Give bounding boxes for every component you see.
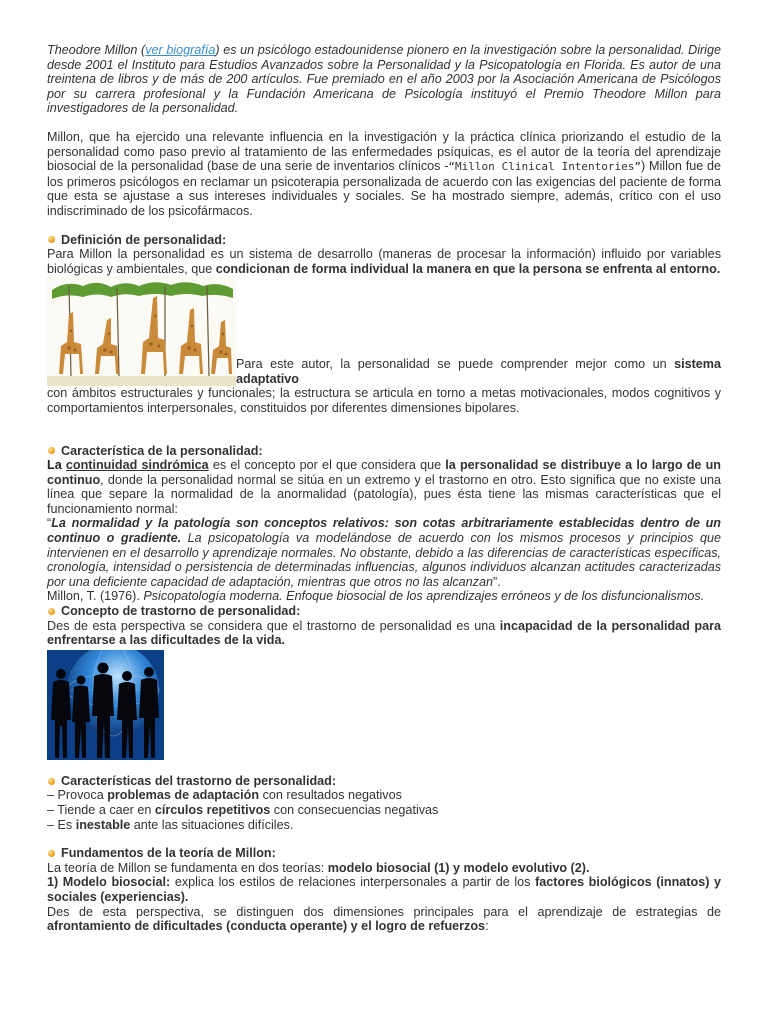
business-people-image	[47, 650, 164, 760]
list-text: ante las situaciones difíciles.	[130, 817, 294, 832]
fundamentos-line-1	[47, 861, 721, 876]
list-item	[47, 803, 721, 818]
heading-text: Característica de la personalidad:	[61, 443, 263, 458]
fundamentos-text: explica los estilos de relaciones interpersonales a partir de los	[170, 875, 536, 890]
intro-paragraph-2	[47, 130, 721, 219]
quote-close: ”.	[492, 574, 501, 589]
reference-paragraph	[47, 589, 721, 604]
concepto-paragraph	[47, 619, 721, 648]
bullet-icon	[48, 447, 55, 454]
bullet-icon	[48, 236, 55, 243]
bullet-icon	[48, 850, 55, 857]
fundamentos-bold: afrontamiento de dificultades (conducta operante) y el logro de refuerzos	[47, 919, 486, 934]
giraffe-row	[47, 276, 721, 386]
list-bold: problemas de adaptación	[107, 788, 260, 803]
list-text: con resultados negativos	[259, 788, 402, 803]
quote-paragraph	[47, 516, 721, 589]
heading-text: Características del trastorno de personalidad:	[61, 773, 337, 788]
fundamentos-bold: modelo biosocial (1) y modelo evolutivo (2).	[327, 860, 590, 875]
fundamentos-line-2	[47, 875, 721, 904]
sistema-adaptativo-bold: sistema adaptativo	[236, 357, 721, 386]
list-bold: círculos repetitivos	[154, 803, 271, 817]
concepto-bold: incapacidad de la personalidad para enfrentarse a las dificultades de la vida.	[47, 618, 721, 648]
after-image-text: Para este autor, la personalidad se puede comprender mejor como un	[236, 357, 675, 372]
section-heading-fundamentos	[47, 846, 721, 861]
list-text: con consecuencias negativas	[270, 803, 439, 817]
list-item	[47, 818, 721, 833]
document-page	[47, 43, 721, 934]
giraffes-image	[47, 276, 236, 386]
modelo-biosocial-label: 1) Modelo biosocial:	[47, 875, 171, 890]
list-bold: inestable	[75, 817, 131, 832]
fundamentos-text: Des de esta perspectiva, se distinguen dos dimensiones principales para el aprendizaje de estrategias de	[47, 904, 721, 919]
continuidad-underlined: continuidad sindrómica	[65, 458, 209, 473]
concepto-text: Des de esta perspectiva se considera que el trastorno de personalidad es una	[47, 618, 500, 633]
definicion-paragraph-cont	[47, 386, 721, 415]
quote-text: La psicopatología va modelándose de acuerdo con los mismos procesos y principios que intervienen en el desarrollo y aprendizaje normales. No obstante, debido a las diferencias de características específicas, cronología, intensidad o persistencia de determinadas influencias, algunos individuos alcanzan actitudes caracterizadas por una deficiente capacidad de adaptación, mientras que otros no las alcanzan	[47, 531, 721, 589]
inventory-name: “Millon Clinical Intentories”	[448, 160, 642, 174]
list-item	[47, 788, 721, 803]
quote-open: “	[47, 516, 52, 531]
text: es el concepto por el que considera que	[208, 458, 446, 473]
fundamentos-bold: factores biológicos (innatos) y sociales (experiencias).	[47, 875, 721, 904]
text: , donde la personalidad normal se sitúa en un extremo y el trastorno en otro. Esto significa que no existe una línea que separe la normalidad de la anormalidad (patología), pues ésta tiene las mismas características que el funcionamiento normal:	[47, 472, 721, 516]
reference-author: Millon, T. (1976).	[47, 589, 144, 604]
list-text: – Es	[47, 817, 76, 832]
bullet-icon	[48, 608, 55, 615]
fundamentos-text: La teoría de Millon se fundamenta en dos teorías:	[47, 860, 328, 875]
sistema-adaptativo-line	[236, 357, 721, 386]
intro2-text-cont: ) Millon fue de los primeros psicólogos en reclamar un psicoterapia personalizada de acuerdo con las exigencias del paciente de forma que esta se ajustase a sus intereses individuales y sociales. Se ha mostrado siempre, además, crítico con el uso indiscriminado de los psicofármacos.	[47, 159, 721, 218]
bullet-icon	[48, 778, 55, 785]
section-heading-caracteristicas-trastorno	[47, 774, 721, 789]
text: La	[47, 458, 66, 473]
list-text: – Tiende a caer en	[47, 803, 155, 817]
definicion-text: Para Millon la personalidad es un sistema de desarrollo (maneras de procesar la información) influido por variables biológicas y ambientales, que	[47, 247, 721, 276]
heading-text: Definición de personalidad:	[61, 232, 227, 247]
caracteristica-paragraph	[47, 458, 721, 516]
section-heading-caracteristica	[47, 444, 721, 459]
section-heading-concepto	[47, 604, 721, 619]
intro-text-cont: ) es un psicólogo estadounidense pionero en la investigación sobre la personalidad. Dirige desde 2001 el Instituto para Estudios Avanzados sobre la Personalidad y la Psicopatología en Florida. Es autor de una treintena de libros y de más de 200 artículos. Fue premiado en el año 2003 por la Asociación Americana de Psicólogos por su carrera profesional y la Fundación Americana de Psicología instituyó el Premio Theodore Millon para investigadores de la personalidad.	[47, 43, 721, 116]
section-heading-definicion	[47, 233, 721, 248]
list-text: – Provoca	[47, 788, 108, 803]
biography-link[interactable]: ver biografía	[145, 43, 216, 57]
after-image-text-cont: con ámbitos estructurales y funcionales; la estructura se articula en torno a metas motivacionales, modos cognitivos y comportamientos interpersonales, constituidos por diferentes dimensiones bipolares.	[47, 386, 721, 415]
intro-text: Theodore Millon (	[47, 43, 146, 57]
caracteristica-bold: la personalidad se distribuye a lo largo de un continuo	[47, 458, 721, 487]
heading-text: Concepto de trastorno de personalidad:	[61, 604, 301, 619]
fundamentos-text: :	[485, 919, 489, 934]
definicion-paragraph	[47, 247, 721, 276]
fundamentos-line-3	[47, 905, 721, 934]
definicion-bold: condicionan de forma individual la manera en que la persona se enfrenta al entorno.	[215, 261, 721, 276]
heading-text: Fundamentos de la teoría de Millon:	[61, 846, 276, 861]
quote-bold: La normalidad y la patología son conceptos relativos: son cotas arbitrariamente establecidas dentro de un continuo o gradiente.	[47, 516, 721, 546]
intro-paragraph-1	[47, 43, 721, 116]
reference-title: Psicopatología moderna. Enfoque biosocial de los aprendizajes erróneos y de los disfuncionalismos.	[143, 589, 705, 604]
intro2-text: Millon, que ha ejercido una relevante influencia en la investigación y la práctica clínica priorizando el estudio de la personalidad como paso previo al tratamiento de las enfermedades psíquicas, es el autor de la teoría del aprendizaje biosocial de la personalidad (base de una serie de inventarios clínicos -	[47, 129, 721, 174]
